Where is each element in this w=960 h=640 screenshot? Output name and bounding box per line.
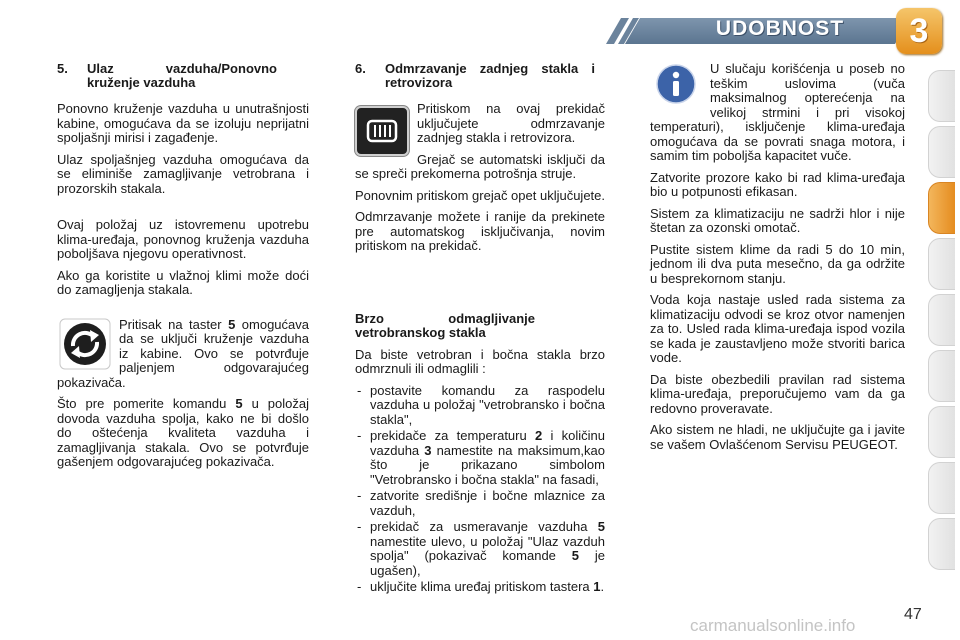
chapter-tab-active[interactable]: [928, 182, 955, 234]
column-right: [650, 62, 905, 459]
chapter-tab[interactable]: [928, 126, 955, 178]
text-run: prekidače za temperaturu: [370, 428, 535, 443]
text-run: u položaj dovoda vazduha spolja, kako ne bi došlo do oštećenja kvaliteta vazduha i zamagljivanja stakala. Ovo se potvrđuje gašenjem odgovarajućeg pokazivača.: [57, 396, 309, 469]
list-item: - postavite komandu za raspodelu vazduha u položaj "vetrobransko i bočna stakla",: [355, 384, 605, 428]
text-run: namestite ulevo, u položaj "Ulaz vazduh spolja" (pokazivač komande: [370, 533, 605, 563]
control-ref: 1: [593, 579, 601, 594]
section-number: 6.: [355, 61, 366, 76]
paragraph: Ponovnim pritiskom grejač opet uključujete.: [355, 187, 606, 203]
defrost-button-image: [355, 106, 409, 156]
chapter-tab[interactable]: [928, 350, 955, 402]
steps-list: [355, 384, 605, 595]
text-run: je ugašen),: [370, 548, 605, 578]
control-ref: 5: [597, 519, 605, 534]
paragraph: U slučaju korišćenja u poseb no teškim uslovima (vuča maksimalnog opterećenja na velikoj strmini i pri visokoj temperaturi), isključenje klima-uređaja omogućava da se povrati snaga motora, i samim tim poboljša kapacitet vuče.: [650, 61, 905, 163]
paragraph: Pustite sistem klime da radi 5 do 10 min, jednom ili dva puta mesečno, da ga održite u besprekornom stanju.: [650, 241, 905, 286]
paragraph: Ovaj položaj uz istovremenu upotrebu klima-uređaja, ponovnog kruženja vazduha poboljšava njegovu operativnost.: [57, 217, 309, 261]
paragraph: Ulaz spoljašnjeg vazduha omogućava da se eliminiše zamagljivanje vetrobrana i prozorskih stakala.: [57, 151, 309, 196]
paragraph: Voda koja nastaje usled rada sistema za klimatizaciju odvodi se kroz otvor namenjen za to. Usled rada klima-uređaja ispod vozila se kada je zaustavljeno može stvoriti barica vode.: [650, 292, 905, 365]
list-item: - zatvorite središnje i bočne mlaznice za vazduh,: [355, 489, 605, 518]
subsection-heading: Brzo odmagljivanje vetrobranskog stakla: [355, 310, 535, 340]
paragraph: Ako ga koristite u vlažnoj klimi može doći do zamagljenja stakala.: [57, 267, 309, 297]
control-ref: 2: [534, 428, 543, 443]
list-item: [355, 429, 605, 487]
chapter-badge: 3: [896, 8, 942, 54]
chapter-tab[interactable]: [928, 518, 955, 570]
paragraph: Sistem za klimatizaciju ne sadrži hlor i nije štetan za ozonski omotač.: [650, 205, 905, 235]
recirculation-button-image: [59, 318, 111, 370]
control-ref: 5: [571, 548, 580, 563]
section-heading: [57, 62, 309, 90]
section-title: Ulaz vazduha/Ponovno kruženje vazduha: [87, 61, 277, 90]
section-number: 5.: [57, 61, 68, 76]
paragraph: Da biste vetrobran i bočna stakla brzo odmrznuli ili odmaglili :: [355, 346, 605, 376]
control-ref: 5: [228, 316, 236, 332]
chapter-tab[interactable]: [928, 294, 955, 346]
section-title: Odmrzavanje zadnjeg stakla i retrovizora: [385, 61, 595, 90]
text-run: .: [600, 579, 605, 594]
text-run: omogućava da se uključi kruženje vazduha iz kabine. Ovo se potvrđuje paljenjem odgovarajućeg pokazivača.: [57, 316, 309, 390]
paragraph: [57, 397, 309, 470]
text-run: prekidač za usmeravanje vazduha: [370, 519, 598, 534]
section-heading: [355, 62, 605, 90]
paragraph: Da biste obezbedili pravilan rad sistema klima-uređaja, preporučujemo vam da ga redovno proveravate.: [650, 371, 905, 416]
paragraph: Zatvorite prozore kako bi rad klima-uređaja bio u potpunosti efikasan.: [650, 169, 905, 199]
paragraph: Ponovno kruženje vazduha u unutrašnjosti kabine, omogućava da se izoluju neprijatni spoljašnji mirisi i zagađenje.: [57, 101, 309, 145]
text-run: Pritisak na taster: [119, 316, 229, 332]
list-item: [355, 580, 605, 595]
recirculation-icon: [59, 318, 111, 370]
column-left: [57, 62, 309, 477]
subsection: [355, 312, 605, 595]
control-ref: 5: [235, 396, 243, 411]
text-run: Što pre pomerite komandu: [57, 396, 236, 411]
page-title: UDOBNOST: [715, 17, 845, 40]
control-ref: 3: [424, 442, 432, 458]
info-icon: [656, 64, 696, 104]
chapter-tab[interactable]: [928, 406, 955, 458]
text-run: uključite klima uređaj pritiskom tastera: [370, 579, 594, 594]
chapter-tab[interactable]: [928, 238, 955, 290]
recirculation-block: [57, 318, 309, 391]
paragraph: Ako sistem ne hladi, ne uključujte ga i javite se vašem Ovlašćenom Servisu PEUGEOT.: [650, 422, 905, 452]
list-item: [355, 520, 605, 578]
paragraph: Grejač se automatski isključi da se spreči prekomerna potrošnja struje.: [355, 151, 605, 181]
paragraph: Pritiskom na ovaj prekidač uključujete odmrzavanje zadnjeg stakla i retrovizora.: [417, 101, 605, 145]
chapter-tab[interactable]: [928, 462, 955, 514]
watermark: carmanualsonline.info: [690, 616, 856, 635]
chapter-tab[interactable]: [928, 70, 955, 122]
page-number: 47: [904, 606, 922, 623]
text-run: i količinu vazduha: [370, 428, 605, 458]
text-run: namestite na maksimum,kao što je prikazano simbolom "Vetrobransko i bočna stakla" na fasadi,: [370, 442, 605, 487]
rear-defrost-icon: [357, 108, 407, 154]
paragraph: Odmrzavanje možete i ranije da prekinete pre automatskog isključivanja, novim pritiskom na prekidač.: [355, 209, 605, 253]
column-middle: [355, 62, 605, 597]
chapter-tabs: [928, 70, 960, 574]
